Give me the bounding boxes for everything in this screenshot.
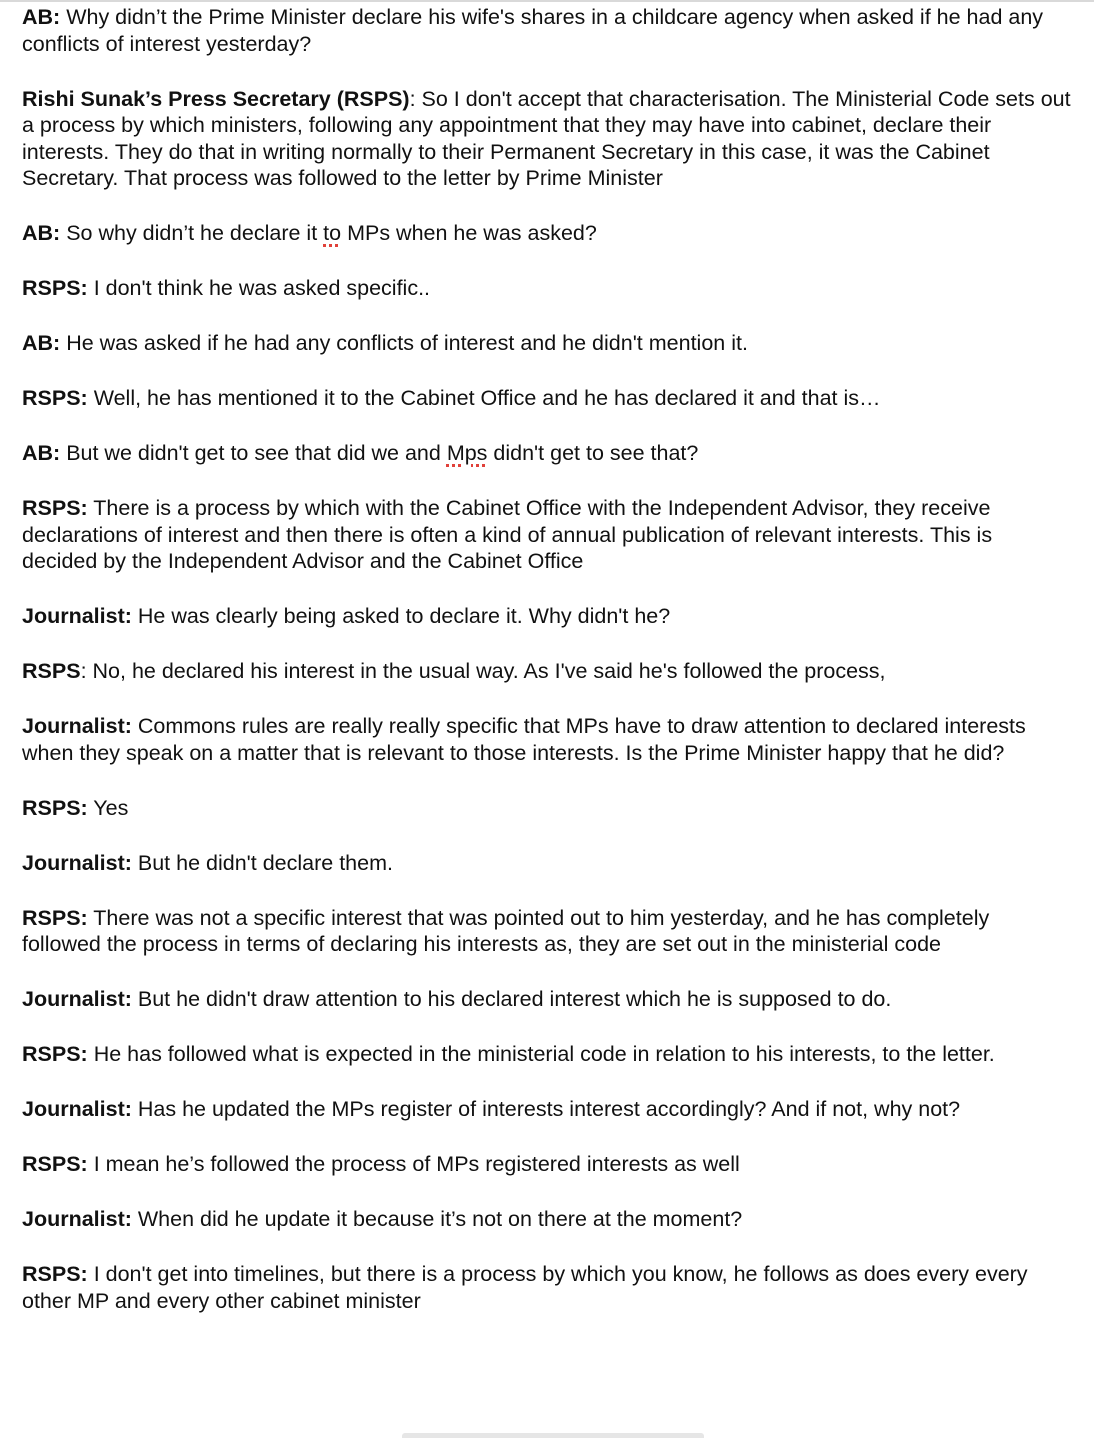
utterance-text: I mean he’s followed the process of MPs registered interests as well <box>87 1152 740 1176</box>
utterance-text: MPs when he was asked? <box>341 221 597 245</box>
utterance-text: Yes <box>87 795 129 820</box>
speaker-label: AB: <box>22 5 61 29</box>
transcript-paragraph <box>22 658 1072 685</box>
transcript-paragraph <box>22 275 1072 302</box>
utterance-text: When did he update it because it’s not on there at the moment? <box>131 1207 743 1231</box>
speaker-label: RSPS: <box>22 795 88 820</box>
utterance-text: But we didn't get to see that did we and <box>60 441 447 465</box>
utterance-text: I don't get into timelines, but there is a process by which you know, he follows as does every every other MP and every other cabinet minister <box>22 1262 1028 1313</box>
transcript-paragraph <box>22 986 1072 1013</box>
transcript-paragraph <box>22 795 1072 822</box>
speaker-label: AB: <box>22 331 61 355</box>
utterance-text: He has followed what is expected in the ministerial code in relation to his interests, to the letter. <box>87 1042 995 1066</box>
transcript-paragraph <box>22 385 1072 412</box>
utterance-text: But he didn't declare them. <box>131 850 393 875</box>
utterance-text: Well, he has mentioned it to the Cabinet Office and he has declared it and that is… <box>87 386 881 410</box>
speaker-label: Journalist: <box>22 1207 132 1231</box>
utterance-text: Why didn’t the Prime Minister declare his wife's shares in a childcare agency when asked if he had any conflicts of interest yesterday? <box>22 5 1044 56</box>
utterance-text: : So I don't accept that characterisation. The Ministerial Code sets out a process by which ministers, following any appointment that they may have into cabinet, declare their interests. They do that in writing normally to their Permanent Secretary in this case, it was the Cabinet Secretary. That process was followed to the letter by Prime Minister <box>22 86 1071 190</box>
speaker-label: Journalist: <box>22 714 132 738</box>
transcript-paragraph <box>22 86 1072 192</box>
scroll-indicator[interactable] <box>402 1433 704 1438</box>
speaker-label: Journalist: <box>22 987 132 1011</box>
transcript-paragraph <box>22 330 1072 357</box>
transcript-paragraph <box>22 1261 1072 1314</box>
speaker-label: RSPS: <box>22 496 88 520</box>
transcript-paragraph <box>22 4 1072 57</box>
speaker-label: RSPS: <box>22 1042 88 1066</box>
transcript-document <box>22 4 1072 1343</box>
speaker-label: Rishi Sunak’s Press Secretary (RSPS) <box>22 86 410 111</box>
speaker-label: RSPS: <box>22 1152 88 1176</box>
utterance-text: Has he updated the MPs register of interests interest accordingly? And if not, why not? <box>131 1097 961 1121</box>
utterance-text: He was clearly being asked to declare it. Why didn't he? <box>131 604 671 628</box>
speaker-label: AB: <box>22 221 61 245</box>
utterance-text: : No, he declared his interest in the usual way. As I've said he's followed the process, <box>80 659 886 683</box>
transcript-paragraph <box>22 1151 1072 1178</box>
transcript-paragraph <box>22 603 1072 630</box>
transcript-paragraph <box>22 1041 1072 1068</box>
utterance-text: Commons rules are really really specific that MPs have to draw attention to declared interests when they speak on a matter that is relevant to those interests. Is the Prime Minister happy that he did? <box>22 714 1026 765</box>
utterance-text: There was not a specific interest that was pointed out to him yesterday, and he has completely followed the process in terms of declaring his interests as, they are set out in the ministerial code <box>22 905 990 956</box>
speaker-label: RSPS: <box>22 276 88 300</box>
utterance-text: I don't think he was asked specific.. <box>87 276 431 300</box>
utterance-text: He was asked if he had any conflicts of interest and he didn't mention it. <box>60 331 748 355</box>
transcript-paragraph <box>22 850 1072 877</box>
transcript-paragraph <box>22 1206 1072 1233</box>
transcript-paragraph <box>22 495 1072 575</box>
transcript-paragraph <box>22 220 1072 247</box>
speaker-label: AB: <box>22 441 61 465</box>
transcript-paragraph <box>22 440 1072 467</box>
speaker-label: Journalist: <box>22 604 132 628</box>
transcript-paragraph <box>22 905 1072 958</box>
spellcheck-flagged-word[interactable]: to <box>323 221 342 245</box>
speaker-label: RSPS: <box>22 386 88 410</box>
utterance-text: But he didn't draw attention to his declared interest which he is supposed to do. <box>131 987 892 1011</box>
spellcheck-flagged-word[interactable]: Mps <box>446 441 488 465</box>
top-divider <box>0 0 1094 2</box>
speaker-label: RSPS: <box>22 905 88 930</box>
transcript-paragraph <box>22 713 1072 766</box>
transcript-paragraph <box>22 1096 1072 1123</box>
speaker-label: RSPS <box>22 659 81 683</box>
speaker-label: Journalist: <box>22 1097 132 1121</box>
speaker-label: Journalist: <box>22 850 132 875</box>
utterance-text: There is a process by which with the Cabinet Office with the Independent Advisor, they receive declarations of interest and then there is often a kind of annual publication of relevant interests. This is decided by the Independent Advisor and the Cabinet Office <box>22 496 993 573</box>
speaker-label: RSPS: <box>22 1262 88 1286</box>
utterance-text: So why didn’t he declare it <box>60 221 324 245</box>
utterance-text: didn't get to see that? <box>487 441 699 465</box>
